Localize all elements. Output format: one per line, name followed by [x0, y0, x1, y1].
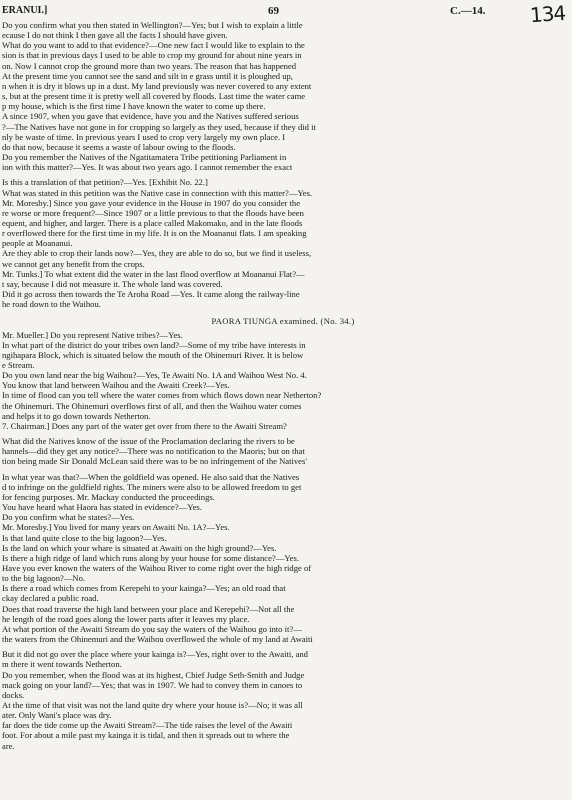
text-line: Do you own land near the big Waihou?—Yes, Te Awaiti No. 1A and Waihou West No. 4. [2, 370, 307, 381]
text-line: Is the land on which your whare is situated at Awaiti on the high ground?—Yes. [2, 542, 277, 553]
text-line: we cannot get any benefit from the crops. [2, 258, 145, 269]
text-line: Are they able to crop their lands now?—Yes, they are able to do so, but we find it useless, [2, 248, 312, 259]
text-line: Do you remember the Natives of the Ngatitamatera Tribe petitioning Parliament in [2, 152, 287, 163]
text-line: tion being made Sir Donald McLean said there was to be no infringement of the Natives' [2, 456, 307, 467]
document-code: C.—14. [450, 5, 486, 17]
text-line: the Ohinemuri. The Ohinemuri overflows first of all, and then the Waihou water comes [2, 400, 302, 411]
text-line: You know that land between Waihou and the Awaiti Creek?—Yes. [2, 380, 230, 391]
text-line: At the time of that visit was not the land quite dry where your house is?—No; it was all [2, 700, 303, 710]
text-line: ater. Only Wani's place was dry. [2, 710, 112, 721]
text-line: In time of flood can you tell where the water comes from which flows down near Netherton? [2, 390, 322, 401]
text-line: 7. Chairman.] Does any part of the water get over from there to the Awaiti Stream? [2, 420, 287, 431]
text-line: are. [2, 740, 15, 751]
text-line: p my house, which is the first time I have known the water to come up there. [2, 101, 266, 112]
text-line: equent, and higher, and larger. There is a place called Makomako, and in the late floods [2, 217, 303, 228]
text-line: for fencing purposes. Mr. Mackay conducted the proceedings. [2, 491, 215, 502]
text-line: Have you ever known the waters of the Waihou River to come right over the high ridge of [2, 562, 312, 573]
text-line: e Stream. [2, 360, 35, 370]
handwritten-page-stamp: 134 [529, 0, 566, 28]
text-line: d to infringe on the goldfield rights. The miners were also to be allowed freedom to get [2, 481, 302, 492]
text-line: Mr. Mueller.] Do you represent Native tribes?—Yes. [2, 329, 183, 340]
text-line: At the present time you cannot see the sand and silt in e grass until it is ploughed up, [2, 70, 293, 81]
text-line: people at Moananui. [2, 238, 73, 249]
text-line: n when it is dry it blows up in a dust. My land previously was never covered to any extent [2, 80, 312, 91]
text-line: ecause I do not think I then gave all the facts I should have given. [2, 30, 228, 41]
text-line: Is there a high ridge of land which runs along by your house for some distance?—Yes. [2, 552, 299, 563]
text-line: ngihapara Block, which is situated below the mouth of the Ohinemuri River. It is below [2, 349, 304, 360]
text-line: re worse or more frequent?—Since 1907 or a little previous to that the floods have been [2, 207, 304, 218]
text-line: t say, because I did not measure it. The whole land was covered. [2, 278, 223, 289]
text-line: At what portion of the Awaiti Stream do you say the waters of the Waihou go into it?— [2, 623, 302, 634]
text-line: to the big lagoon?—No. [2, 573, 86, 584]
text-line: Is this a translation of that petition?—Yes. [Exhibit No. 22.] [2, 177, 208, 188]
text-line: mack going on your land?—Yes; that was in 1907. We had to convey them in canoes to [2, 679, 303, 690]
text-line: Do you confirm what you then stated in Wellington?—Yes; but I wish to explain a little [2, 20, 303, 30]
text-line: Does that road traverse the high land between your place and Kerepehi?—Not all the [2, 603, 295, 614]
document-body [2, 20, 564, 751]
text-line: Mr. Moresby.] You lived for many years on Awaiti No. 1A?—Yes. [2, 522, 230, 533]
text-line: hannels—did they get any notice?—There was no notification to the Maoris; but on that [2, 446, 305, 457]
text-line: You have heard what Haora has stated in evidence?—Yes. [2, 502, 202, 513]
text-line: Is that land quite close to the big lagoon?—Yes. [2, 532, 167, 543]
text-line: Mr. Tunks.] To what extent did the water in the last flood overflow at Moananui Flat?— [2, 268, 305, 279]
text-line: foot. For about a mile past my kainga it is tidal, and then it spreads out to where the [2, 730, 290, 741]
text-line: he length of the road goes along the lower parts after it leaves my place. [2, 613, 250, 624]
page-number: 69 [268, 5, 279, 17]
running-header-left: ERANUI.] [2, 5, 48, 16]
text-line: What was stated in this petition was the Native case in connection with this matter?—Yes. [2, 187, 313, 198]
text-line: do that now, because it seems a waste of labour owing to the floods. [2, 141, 236, 152]
text-line: But it did not go over the place where your kainga is?—Yes, right over to the Awaiti, and [2, 649, 308, 660]
text-line: What do you want to add to that evidence?—One new fact I would like to explain to the [2, 40, 305, 51]
text-line: In what part of the district do your tribes own land?—Some of my tribe have interests in [2, 339, 306, 350]
text-line: nly be waste of time. In previous years I used to crop very largely my own place. I [2, 131, 286, 142]
paragraph-gap [2, 309, 564, 314]
text-line: docks. [2, 689, 25, 700]
text-line: Mr. Moresby.] Since you gave your evidence in the House in 1907 do you consider the [2, 197, 301, 208]
text-line: far does the tide come up the Awaiti Stream?—The tide raises the level of the Awaiti [2, 720, 293, 731]
text-line: In what year was that?—When the goldfield was opened. He also said that the Natives [2, 471, 300, 482]
text-line: and helps it to go down towards Netherton. [2, 410, 151, 421]
section-title: PAORA TIUNGA examined. (No. 34.) [211, 316, 355, 327]
text-line: m there it went towards Netherton. [2, 659, 122, 670]
text-line: the waters from the Ohinemuri and the Waihou overflowed the whole of my land at Awaiti [2, 634, 313, 645]
text-line: Did it go across then towards the Te Aroha Road —Yes. It came along the railway-line [2, 289, 300, 300]
text-line: Is there a road which comes from Kerepehi to your kainga?—Yes; an old road that [2, 583, 286, 594]
text-line: he road down to the Waihou. [2, 299, 101, 310]
text-line: Do you remember, when the flood was at its highest, Chief Judge Seth-Smith and Judge [2, 669, 305, 680]
text-line: A since 1907, when you gave that evidence, have you and the Natives suffered serious [2, 111, 299, 122]
text-line: What did the Natives know of the issue of the Proclamation declaring the rivers to be [2, 436, 295, 447]
text-line: on. Now I cannot crop the ground more than two years. The reason that has happened [2, 60, 297, 71]
text-line: sion is that in previous days I used to be able to crop my ground for about nine years in [2, 50, 302, 61]
text-line: ion with this matter?—Yes. It was about two years ago. I cannot remember the exact [2, 162, 293, 173]
text-line: ?—The Natives have not gone in for cropping so largely as they used, because if they did it [2, 121, 316, 132]
text-line: ckay declared a public road. [2, 593, 99, 604]
text-line: Do you confirm what he states?—Yes. [2, 512, 135, 523]
text-line: r overflowed there for the first time in my life. It is on the Moananui flats. I am speaking [2, 228, 307, 239]
text-line: s, but at the present time it is pretty well all covered by floods. Last time the water came [2, 91, 306, 102]
